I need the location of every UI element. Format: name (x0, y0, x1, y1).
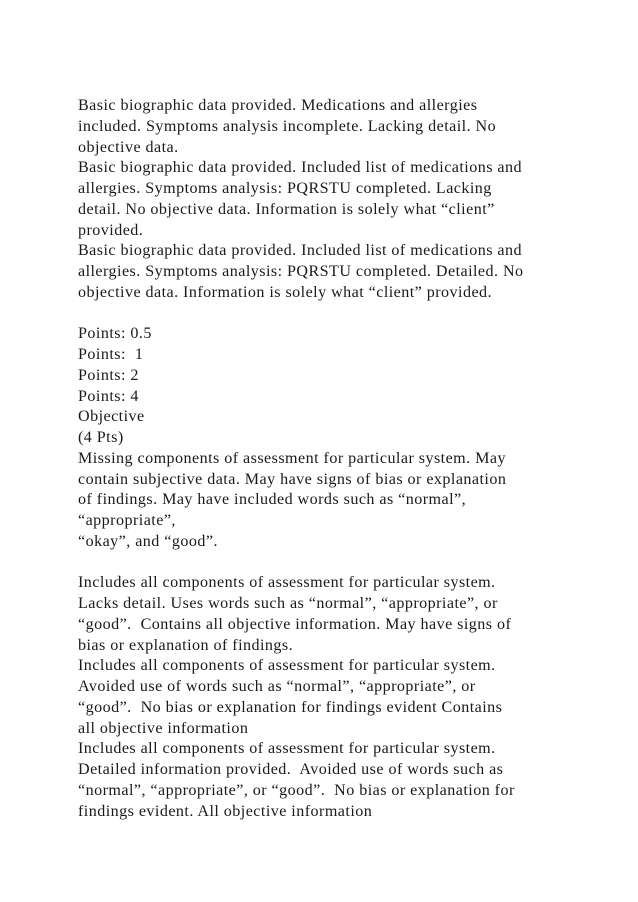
text-line: all objective information (78, 719, 249, 737)
points-line: Points: 1 (78, 346, 144, 363)
text-line: of findings. May have included words such as “normal”, (78, 491, 467, 509)
text-line: allergies. Symptoms analysis: PQRSTU completed. Lacking (78, 180, 492, 197)
document-text-body (78, 96, 618, 822)
text-line: Basic biographic data provided. Included list of medications and (78, 159, 522, 177)
text-line: “normal”, “appropriate”, or “good”. No bias or explanation for (78, 781, 515, 799)
points-line: Points: 0.5 (78, 325, 152, 343)
text-line: “okay”, and “good”. (78, 532, 218, 550)
text-line: Missing components of assessment for particular system. May (78, 449, 506, 467)
text-line: detail. No objective data. Information is solely what “client” (78, 200, 495, 218)
text-line: Basic biographic data provided. Medications and allergies (78, 97, 478, 114)
text-line: Includes all components of assessment for particular system. (78, 657, 496, 675)
text-line: findings evident. All objective information (78, 802, 373, 820)
text-line: provided. (78, 221, 144, 239)
text-line: “good”. No bias or explanation for findings evident Contains (78, 698, 503, 716)
text-line: contain subjective data. May have signs of bias or explanation (78, 470, 507, 488)
section-heading: Objective (78, 408, 145, 426)
points-line: Points: 2 (78, 366, 139, 384)
text-line: included. Symptoms analysis incomplete. Lacking detail. No (78, 117, 497, 135)
text-line: “good”. Contains all objective information. May have signs of (78, 615, 512, 633)
text-line: Includes all components of assessment for particular system. (78, 740, 496, 758)
text-line: Includes all components of assessment for particular system. (78, 574, 496, 592)
blank-line (78, 304, 618, 325)
text-line: Avoided use of words such as “normal”, “appropriate”, or (78, 678, 476, 695)
text-line: Detailed information provided. Avoided use of words such as (78, 761, 504, 778)
text-line: bias or explanation of findings. (78, 636, 294, 654)
blank-line (78, 553, 618, 574)
text-line: “appropriate”, (78, 512, 176, 529)
points-line: Points: 4 (78, 387, 139, 405)
text-line: Basic biographic data provided. Included list of medications and (78, 242, 522, 260)
text-line: allergies. Symptoms analysis: PQRSTU completed. Detailed. No (78, 263, 524, 280)
text-line: objective data. Information is solely what “client” provided. (78, 283, 493, 301)
text-line: objective data. (78, 138, 179, 156)
text-line: Lacks detail. Uses words such as “normal”, “appropriate”, or (78, 595, 498, 612)
section-points: (4 Pts) (78, 429, 124, 446)
